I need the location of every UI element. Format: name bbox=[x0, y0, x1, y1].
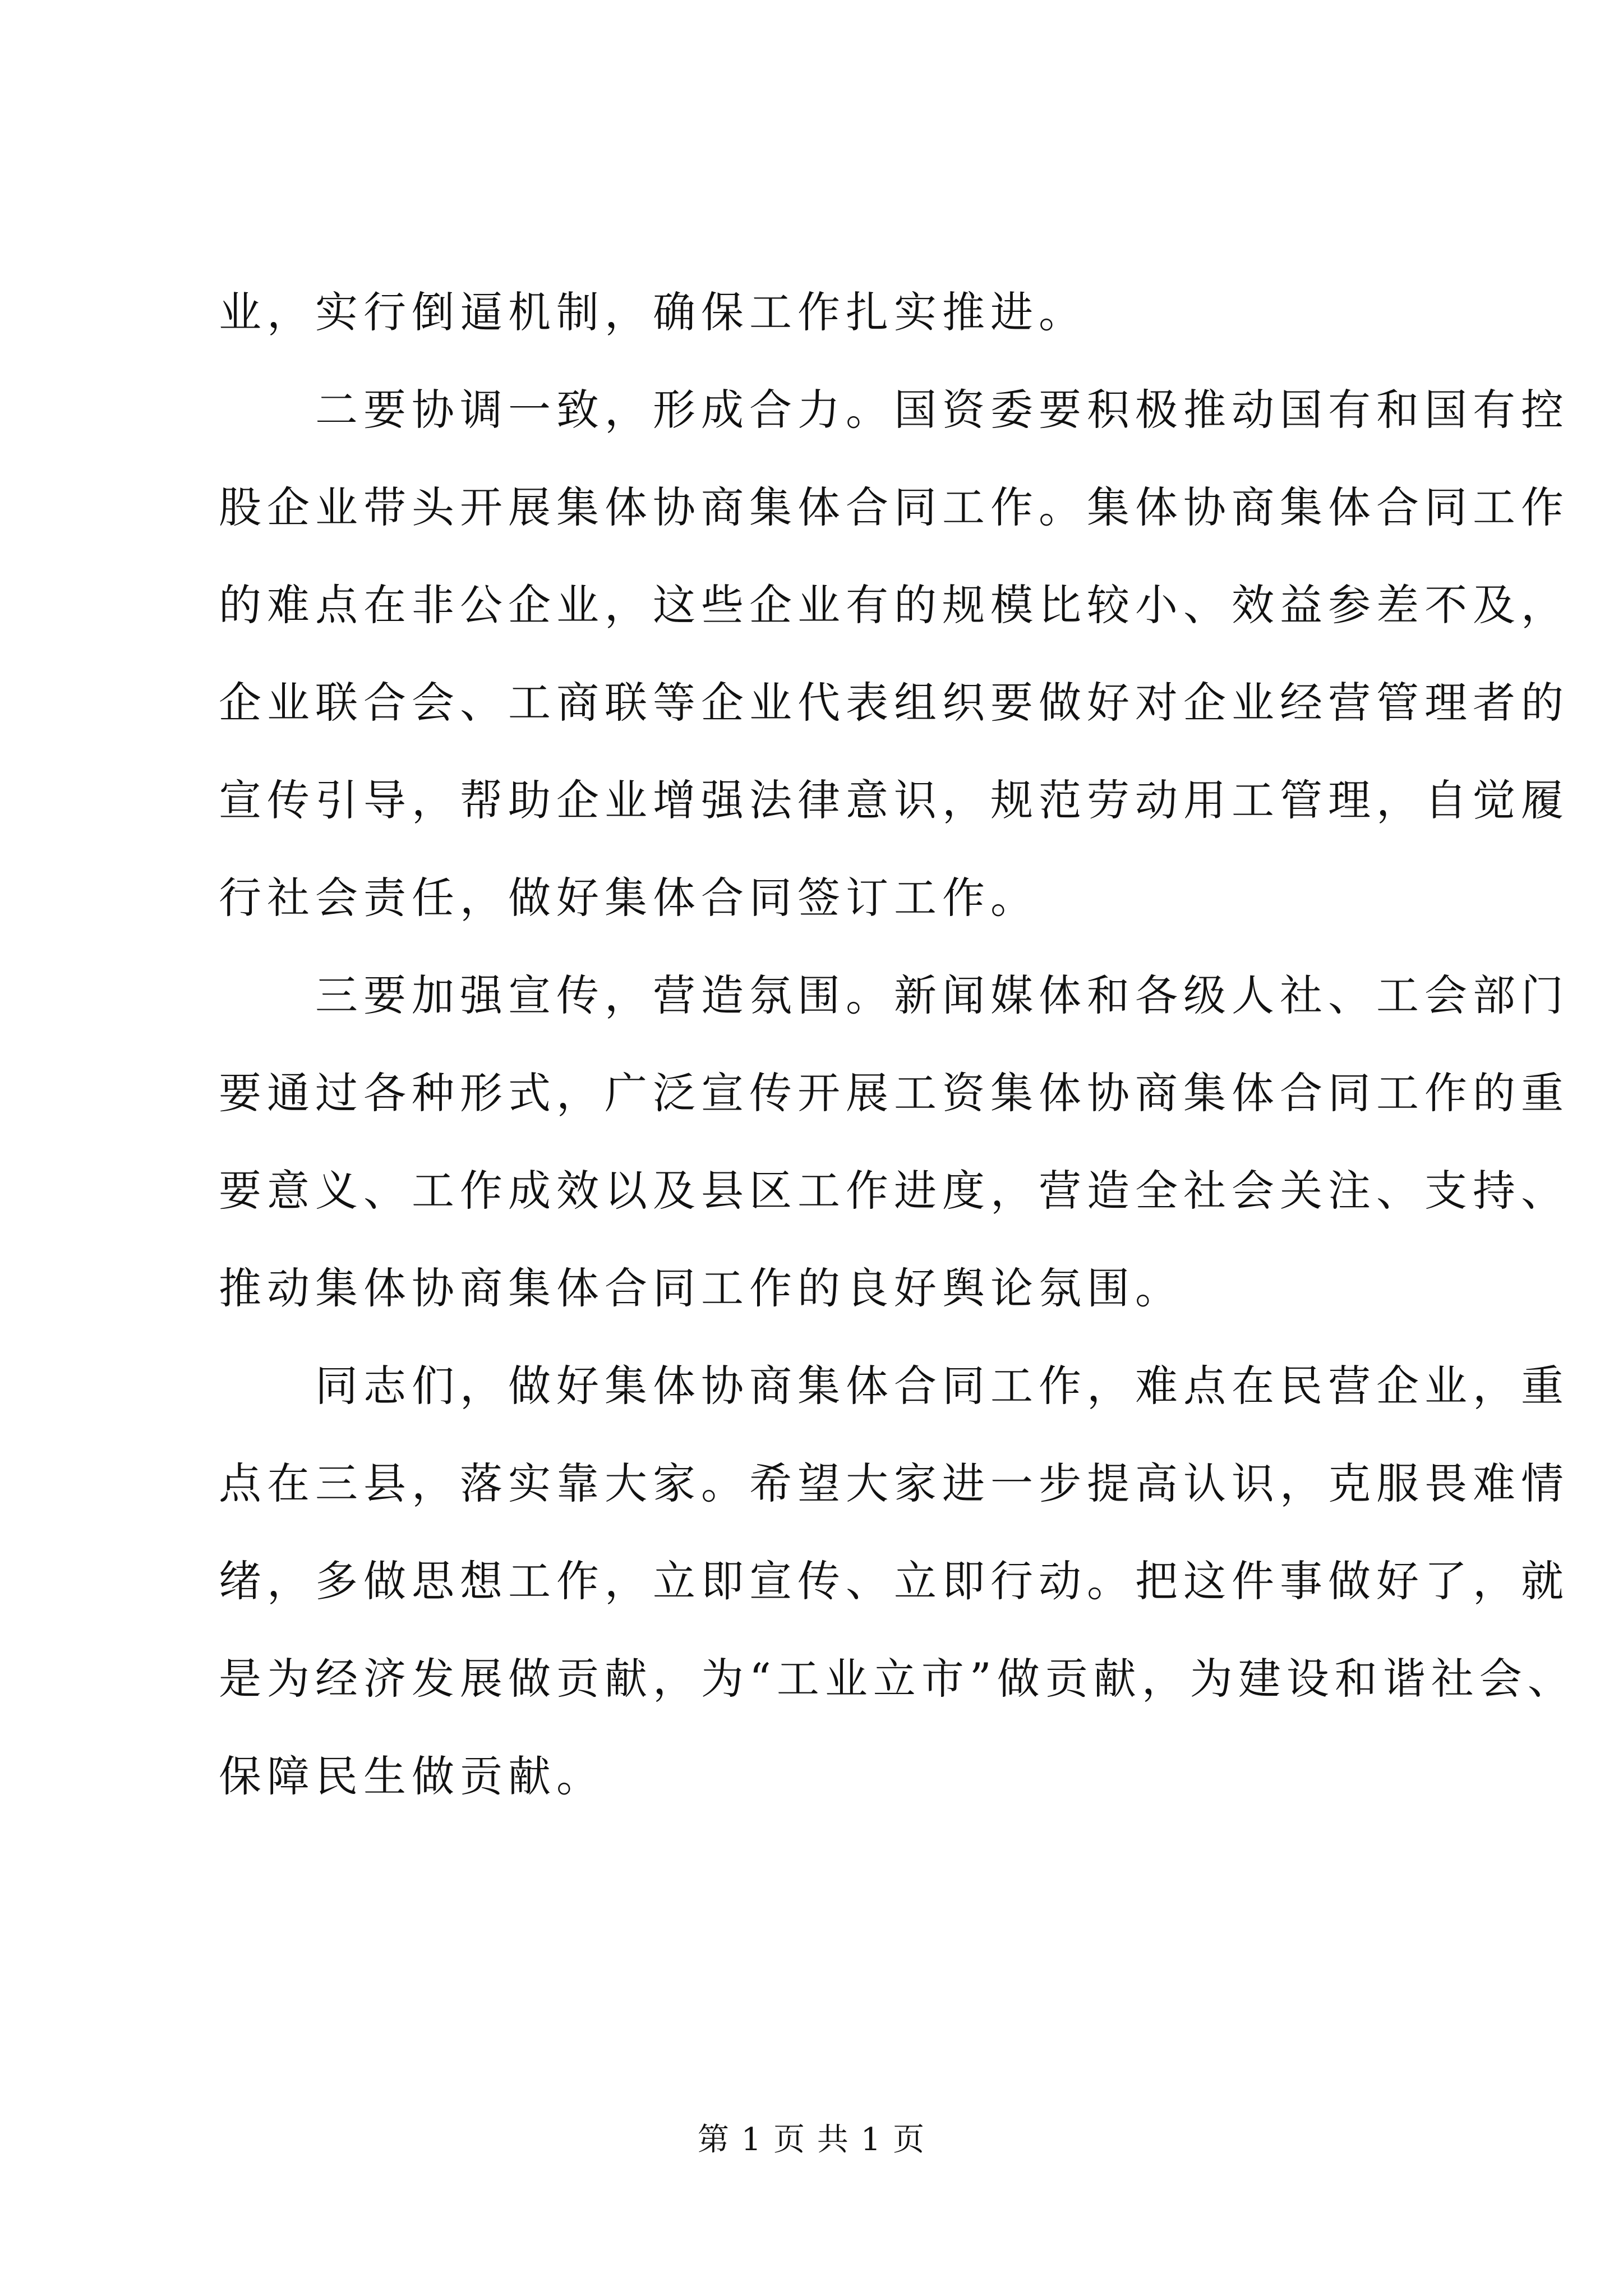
paragraph-line: 宣传引导，帮助企业增强法律意识，规范劳动用工管理，自觉履 bbox=[219, 775, 1569, 825]
paragraph-line: 三要加强宣传，营造氛围。新闻媒体和各级人社、工会部门 bbox=[315, 970, 1569, 1020]
paragraph-line: 行社会责任，做好集体合同签订工作。 bbox=[219, 873, 1039, 923]
page-footer: 第 1 页 共 1 页 bbox=[697, 2122, 926, 2158]
paragraph-line: 二要协调一致，形成合力。国资委要积极推动国有和国有控 bbox=[315, 385, 1569, 435]
paragraph-line: 的难点在非公企业，这些企业有的规模比较小、效益参差不及， bbox=[219, 580, 1569, 630]
paragraph-line: 要通过各种形式，广泛宣传开展工资集体协商集体合同工作的重 bbox=[219, 1068, 1569, 1118]
paragraph-line: 股企业带头开展集体协商集体合同工作。集体协商集体合同工作 bbox=[219, 482, 1569, 532]
paragraph-line: 业，实行倒逼机制，确保工作扎实推进。 bbox=[219, 287, 1087, 337]
document-body bbox=[219, 264, 1576, 1825]
paragraph-line: 绪，多做思想工作，立即宣传、立即行动。把这件事做好了，就 bbox=[219, 1556, 1569, 1606]
paragraph-line: 同志们，做好集体协商集体合同工作，难点在民营企业，重 bbox=[315, 1361, 1569, 1411]
paragraph-line: 企业联合会、工商联等企业代表组织要做好对企业经营管理者的 bbox=[219, 678, 1569, 728]
paragraph-line: 保障民生做贡献。 bbox=[219, 1751, 605, 1801]
paragraph-line: 要意义、工作成效以及县区工作进度，营造全社会关注、支持、 bbox=[219, 1166, 1569, 1216]
paragraph-line: 是为经济发展做贡献，为“工业立市”做贡献，为建设和谐社会、 bbox=[219, 1654, 1576, 1704]
paragraph-line: 推动集体协商集体合同工作的良好舆论氛围。 bbox=[219, 1263, 1183, 1313]
paragraph-line: 点在三县，落实靠大家。希望大家进一步提高认识，克服畏难情 bbox=[219, 1458, 1569, 1508]
